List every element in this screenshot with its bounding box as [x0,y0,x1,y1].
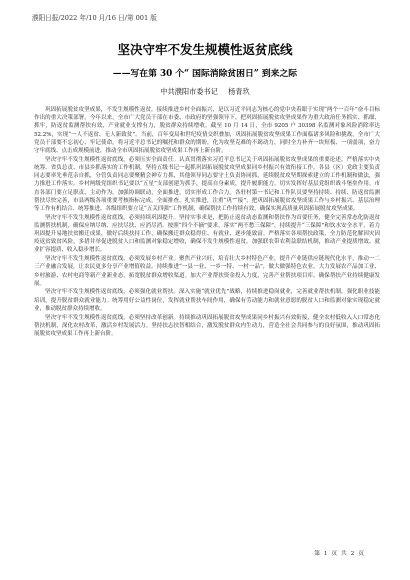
article-body [34,106,380,339]
article-author: 中共濮阳市委书记 杨青玖 [160,87,250,96]
page-number: 第 1 页 共 2 页 [314,551,364,557]
article-title: 坚决守牢不发生规模性返贫底线 [117,42,293,57]
body-paragraph: 坚决守牢不发生规模性返贫底线，必须持续巩固提升。坚持实事求是，把防止返贫动态监测和帮扶作为首要任务，健全完善常态化防返贫监测帮扶机制，确保应纳尽纳、应扶尽扶、应消尽消。按照“四个不摘”要求，落实“两不愁三保障”，持续提升“三保障”和饮水安全水平，着力巩固提升易地扶贫搬迁成果，做好后续扶持工作，确保搬迁群众稳得住、有就业、逐步能致富。严格落实各项帮扶政策，全力防范化解因灾因疫返贫致贫风险，多措并举促进脱贫人口和监测对象稳定增收，确保不发生规模性返贫。加强联农带农利益联结机制，推动产业提质增效、就业扩容提质、收入稳步增长。 [34,214,380,254]
body-paragraph: 坚决守牢不发生规模性返贫底线，必须坚持改革创新。持续推动巩固拓展脱贫攻坚成果同乡村振兴有效衔接，健全农村低收入人口常态化帮扶机制，深化农村改革，激活乡村发展活力。坚持扶志扶智相结合，激发脱贫群众内生动力，营造全社会共同参与的良好氛围，推动巩固拓展脱贫攻坚成果工作再上新台阶。 [34,314,380,337]
newspaper-source-line: 濮阳日报/2022 年/10 月/16 日/第 001 版 [32,14,157,22]
body-paragraph: 坚决守牢不发生规模性返贫底线，必须发展乡村产业。聚焦产业兴旺，培育壮大乡村特色产业，提升产业链供应链现代化水平，推动一二三产业融合发展，让农民更多分享产业增值收益。持续推进“一县一业、一乡一特、一村一品”，做大做强特色农业，大力发展农产品加工业、乡村旅游、农村电商等新产业新业态，拓宽脱贫群众增收渠道。加大产业帮扶资金投入力度，完善产业帮扶项目库，确保帮扶产业持续健康发展。 [34,256,380,287]
body-paragraph: 坚决守牢不发生规模性返贫底线，必须压实全面责任。认真贯彻落实习近平总书记关于巩固拓展脱贫攻坚成果的重要论述，严格落实中央统筹、省负总责、市县乡抓落实的工作机制，坚持五级书记一起抓巩固拓展脱贫攻坚成果同乡村振兴有效衔接工作。各县（区）党政主要负责同志要率先垂范亲自抓，分管负责同志要聚精会神专力抓，其他领导同志要守土负责协同抓，延续脱贫攻坚期探索建立的工作机制和做法，强力推进工作落实。乡村两级党组织书记要以“五星”支部创建为抓手，提高自身素质，提升履职能力，切实发挥好基层党组织战斗堡垒作用。市直各部门要立足职责、主动作为，加强协调联动，全面推进，切实形成工作合力。各驻村第一书记和工作队员要坚持持续、持续、防返贫监测帮扶尽快完善，市县两级各项重要考核指标完成，全面排查、扎实推进，注重“巩”“接”，把巩固拓展脱贫攻坚成果工作与乡村振兴、基层治理等工作有机结合、统筹推进，各级组织要立足“五关四强”工作机制，确保帮扶工作持续有效，确保实现高质量巩固拓展脱贫攻坚成果。 [34,156,380,212]
article-subtitle: ——写在第 30 个“ 国际消除贫困日” 到来之际 [112,69,298,79]
body-paragraph: 巩固拓展脱贫攻坚成果，不发生规模性返贫，接续推进乡村全面振兴，是以习近平同志为核心的党中央着眼于实现“两个一百年”奋斗目标作出的重大决策部署。今年以来，全市广大党员干部在市委、市政府的坚强领导下，把巩固拓展脱贫攻坚成果作为重大政治任务抓实、抓细、抓牢，防返贫监测帮扶有效，产业就业支撑有力，脱贫群众持续增收。截至 10 月 14 日，全市 9205 户 30398 名监测对象风险消除率达 52.2%，实现“一人不返贫、无人新致贫”。当前，百年变局和世纪疫情交织叠加，巩固拓展脱贫攻坚成果工作面临诸多风险和挑战，全市广大党员干部要不忘初心、牢记使命，将习近平总书记的嘱托和群众的期盼，化为攻坚克难的不竭动力，同时全力补齐一块短板、一项弱项，奋力守牢底线、点击成规模前进，推动全市巩固拓展脱贫攻坚成果工作再上新台阶。 [34,107,380,155]
body-paragraph: 坚决守牢不发生规模性返贫底线，必须强化就业帮扶。深入实施“就业优先”战略，持续推进稳岗就业，完善就业帮扶机制，强化职业技能培训，提升脱贫群众就业能力。统筹用好公益性岗位，发挥就业帮扶车间作用，确保有劳动能力和就业意愿的脱贫人口和监测对象实现稳定就业，推动脱贫群众持续增收。 [34,289,380,312]
